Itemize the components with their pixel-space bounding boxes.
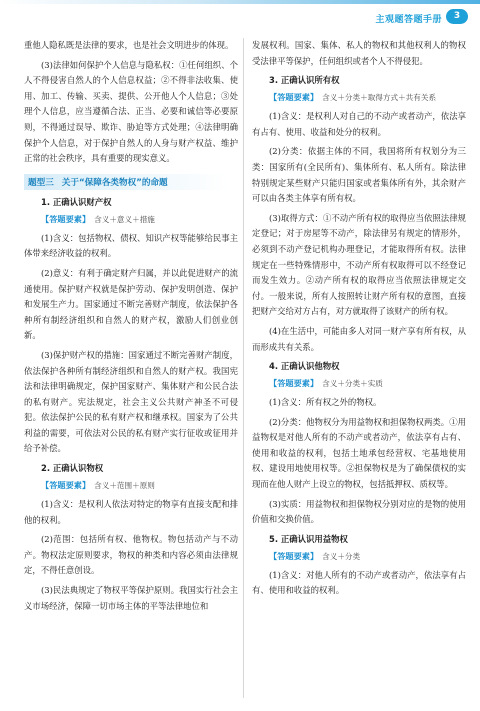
paragraph: 发展权利。国家、集体、私人的物权和其他权利人的物权受法律平等保护，任何组织或者个人不得侵犯。 [252,40,466,66]
paragraph: (3)保护财产权的措施：国家通过不断完善财产制度，依法保护各种所有制经济组织和自然人的财产权。我国宪法和法律明确规定，保护国家财产、集体财产和公民合法的私有财产。宪法规定，社会主义公共财产神圣不可侵犯。依法保护公民的私有财产权和继承权。国家为了公共利益的需要，可依法对公民的私有财产实行征收或征用并给予补偿。 [24,349,238,454]
paragraph: (2)意义：有利于确定财产归属，并以此促进财产的流通使用。保护财产权就是保护劳动、保护发明创造、保护和发展生产力。国家通过不断完善财产制度，依法保护各种所有制经济组织和自然人的财产权，激励人们创业创新。 [24,267,238,341]
paragraph: (1)含义：是权利人对自己的不动产或者动产，依法享有占有、使用、收益和处分的权利。 [252,111,466,137]
answer-elements-key: 【答题要素】 [269,92,319,103]
subheading: 3. 正确认识所有权 [269,75,340,86]
answer-elements-value: 含义＋分类＋取得方式＋共有关系 [322,93,437,103]
paragraph: (1)含义：所有权之外的物权。 [269,397,382,408]
paragraph: (2)分类：他物权分为用益物权和担保物权两类。①用益物权是对他人所有的不动产或者动产，依法享有占有、使用和收益的权利，包括土地承包经营权、宅基地使用权、建设用地使用权等。②担保物权是为了确保债权的实现而在他人财产上设立的物权，包括抵押权、质权等。 [252,416,466,490]
left-column [24,38,238,618]
answer-elements [269,376,466,391]
answer-elements-value: 含义＋分类 [322,551,361,561]
subheading: 5. 正确认识用益物权 [269,533,348,544]
answer-elements-key: 【答题要素】 [41,480,91,491]
answer-elements-value: 含义＋意义＋措施 [94,214,155,224]
section-heading [24,174,238,190]
header-title: 主观题答题手册 [375,15,442,25]
page-number-badge: 3 [446,9,468,24]
paragraph: (3)法律如何保护个人信息与隐私权：①任何组织、个人不得侵害自然人的个人信息权益；②不得非法收集、使用、加工、传输、买卖、提供、公开他人个人信息；③处理个人信息，应当遵循合法、正当、必要和诚信等必要原则，不得通过误导、欺诈、胁迫等方式处理；④法律明确保护个人信息，对于保护自然人的人身与财产权益、维护正常的社会秩序，具有重要的现实意义。 [24,59,238,164]
paragraph: (2)分类：依据主体的不同，我国将所有权划分为三类：国家所有(全民所有)、集体所有、私人所有。除法律特别规定某些财产只能归国家或者集体所有外，其余财产可以由各类主体享有所有权。 [252,146,466,204]
answer-elements-key: 【答题要素】 [269,550,319,561]
section-title: 关于“保障各类物权”的命题 [61,177,168,188]
paragraph: (1)含义：包括物权、债权、知识产权等能够给民事主体带来经济收益的权利。 [24,232,238,259]
subheading: 4. 正确认识他物权 [269,361,340,372]
answer-elements-value: 含义＋分类＋实质 [322,379,383,389]
answer-elements [41,478,238,493]
header-stripe [0,0,480,4]
answer-elements [269,549,466,564]
paragraph: 重他人隐私既是法律的要求，也是社会文明进步的体现。 [24,40,234,50]
subheading: 1. 正确认识财产权 [41,196,112,207]
paragraph: (4)在生活中，可能由多人对同一财产享有所有权，从而形成共有关系。 [252,325,466,352]
paragraph: (3)实质：用益物权和担保物权分别对应的是物的使用价值和交换价值。 [252,498,466,525]
answer-elements [269,90,466,105]
paragraph: (1)含义：对他人所有的不动产或者动产，依法享有占有、使用和收益的权利。 [252,569,466,596]
answer-elements-key: 【答题要素】 [269,378,319,389]
answer-elements-value: 含义＋范围＋原则 [94,481,155,491]
answer-elements-key: 【答题要素】 [41,213,91,224]
paragraph: (3)民法典规定了物权平等保护原则。我国实行社会主义市场经济，保障一切市场主体的平等法律地位和 [24,585,238,611]
paragraph: (2)范围：包括所有权、他物权。物包括动产与不动产。物权法定原则要求，物权的种类和内容必须由法律规定，不得任意创设。 [24,534,238,576]
paragraph: (3)取得方式：①不动产所有权的取得应当依照法律规定登记；对于房屋等不动产，除法律另有规定的情形外，必须到不动产登记机构办理登记，才能取得所有权。法律规定在一些特殊情形中，不动产所有权取得可以不经登记而发生效力。②动产所有权的取得应当依照法律规定交付。一般来说，所有人按照转让财产所有权的意图，直接把财产交给对方占有，对方就取得了该财产的所有权。 [252,212,466,317]
section-tag: 题型三 [28,177,54,188]
column-divider [243,38,244,698]
answer-elements [41,212,238,227]
right-column [252,38,466,603]
subheading: 2. 正确认识物权 [41,463,104,474]
paragraph: (1)含义：是权利人依法对特定的物享有直接支配和排他的权利。 [24,499,238,525]
